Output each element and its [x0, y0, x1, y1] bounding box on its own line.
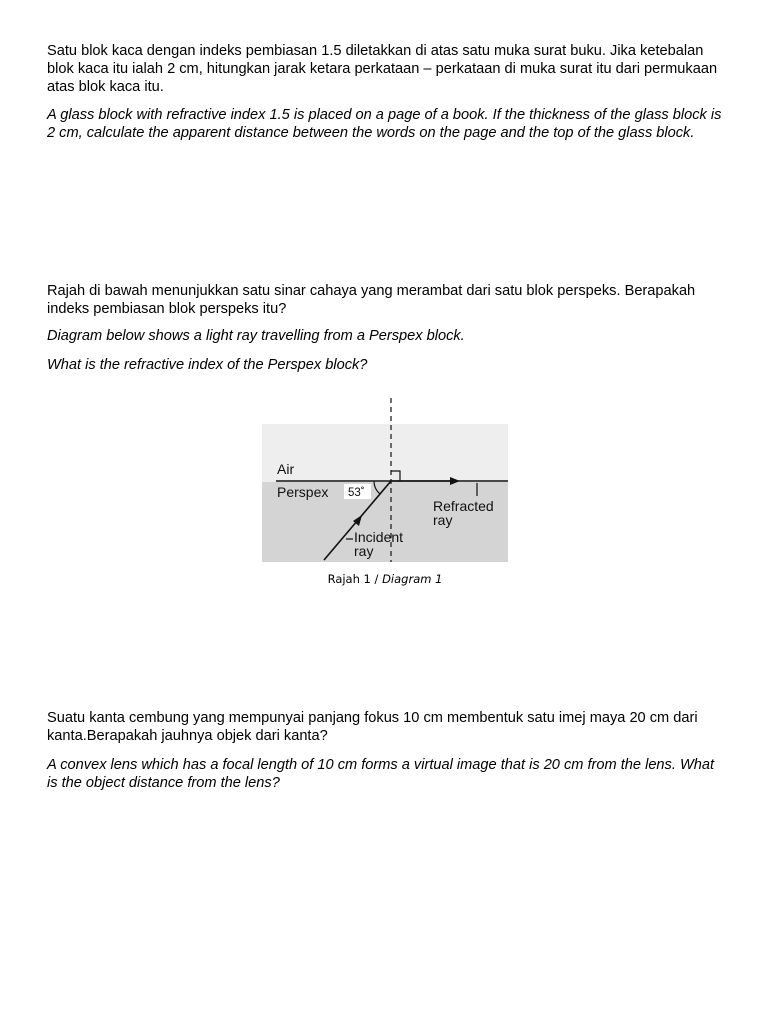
question-3-english: A convex lens which has a focal length of 10 cm forms a virtual image that is 20 cm from the lens. What is the object distance from the lens?	[47, 757, 715, 791]
question-1-english: A glass block with refractive index 1.5 is placed on a page of a book. If the thickness of the glass block is 2 cm, calculate the apparent distance between the words on the page and the top of the glass block.	[47, 107, 722, 141]
diagram-caption	[262, 572, 508, 586]
caption-english: Diagram 1	[382, 572, 443, 586]
question-2-english-question: What is the refractive index of the Perspex block?	[47, 357, 368, 373]
refraction-diagram-svg	[262, 388, 508, 564]
refraction-diagram	[262, 388, 508, 564]
angle-label: 53˚	[348, 487, 365, 499]
caption-malay: Rajah 1 /	[327, 572, 383, 586]
label-refracted-line2: ray	[433, 512, 453, 528]
question-2-english-statement: Diagram below shows a light ray travelling from a Perspex block.	[47, 328, 465, 344]
question-1-malay: Satu blok kaca dengan indeks pembiasan 1.5 diletakkan di atas satu muka surat buku. Jika ketebalan blok kaca itu ialah 2 cm, hitungkan jarak ketara perkataan – perkataan di muka surat itu dari permukaan atas blok kaca itu.	[47, 43, 718, 95]
label-incident-line2: ray	[354, 543, 374, 559]
air-region	[262, 424, 508, 482]
label-incident-line1: Incident	[354, 529, 404, 545]
label-refracted-line1: Refracted	[433, 498, 494, 514]
question-2-malay: Rajah di bawah menunjukkan satu sinar cahaya yang merambat dari satu blok perspeks. Berapakah indeks pembiasan blok perspeks itu?	[47, 283, 696, 317]
label-air: Air	[277, 461, 295, 477]
question-3-malay: Suatu kanta cembung yang mempunyai panjang fokus 10 cm membentuk satu imej maya 20 cm dari kanta.Berapakah jauhnya objek dari kanta?	[47, 710, 698, 744]
label-perspex: Perspex	[277, 484, 329, 500]
